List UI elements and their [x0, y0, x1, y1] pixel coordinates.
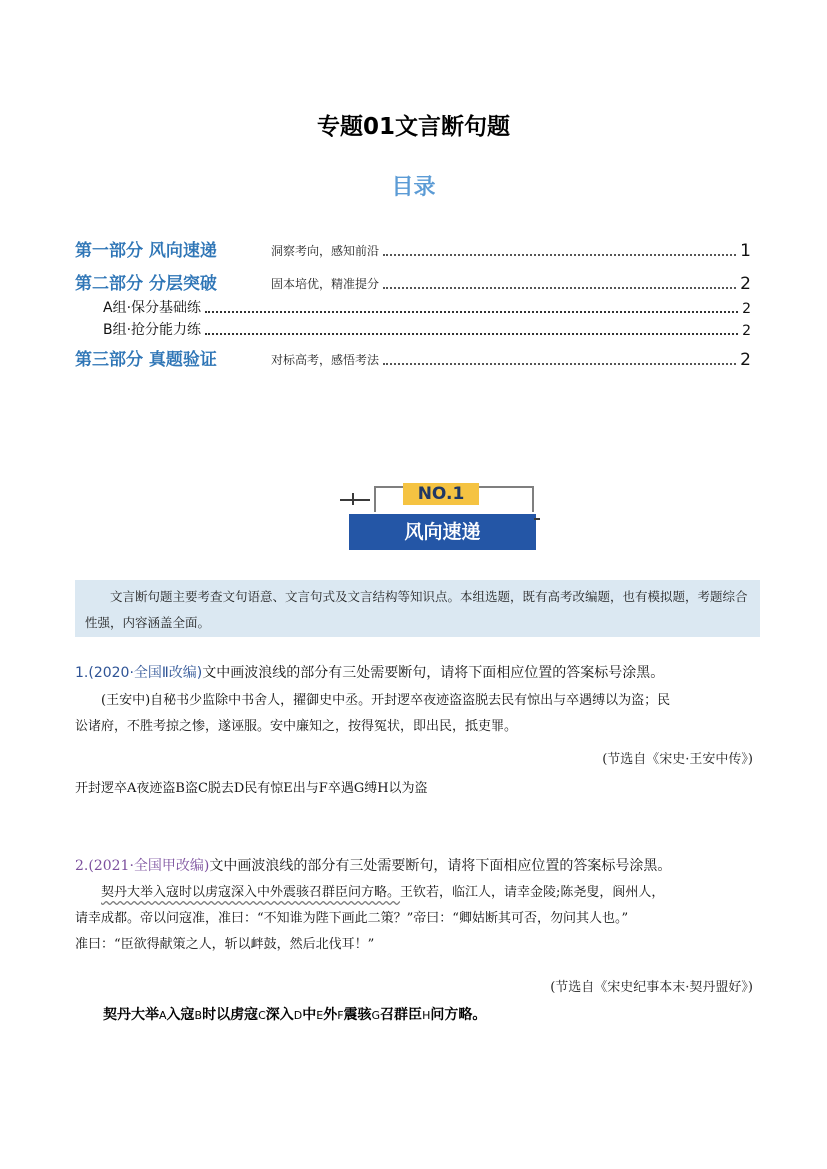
toc-part-desc: 固本培优，精准提分 [271, 277, 380, 291]
toc-page-number: 2 [740, 350, 751, 370]
passage-line: 讼诸府，不胜考掠之惨，遂诬服。安中廉知之，按得冤状，即出民，抵吏罪。 [75, 719, 518, 734]
answer-text: 震骇 [343, 1007, 372, 1023]
section-badge [340, 480, 540, 552]
toc-leader-dots [205, 332, 738, 335]
toc-entry-part-1[interactable] [75, 236, 751, 261]
toc-page-number: 2 [742, 323, 751, 339]
question-source: (2021·全国甲改编) [88, 858, 210, 874]
passage-line: 准曰：“臣欲得献策之人，斩以衅鼓，然后北伐耳！” [75, 937, 375, 952]
answer-mark: C [258, 1009, 266, 1022]
toc-sub-label: B组·抢分能力练 [103, 322, 202, 338]
passage-text: 王钦若，临江人，请幸金陵;陈尧叟，阆州人， [400, 885, 665, 900]
toc-page-number: 2 [740, 274, 751, 294]
answer-text: 入寇 [166, 1007, 195, 1023]
question-prompt: 文中画波浪线的部分有三处需要断句，请将下面相应位置的答案标号涂黑。 [209, 858, 672, 874]
toc-part-desc: 洞察考向，感知前沿 [271, 244, 380, 258]
question-prompt: 文中画波浪线的部分有三处需要断句，请将下面相应位置的答案标号涂黑。 [202, 665, 665, 681]
answer-text: 问方略。 [430, 1007, 487, 1023]
toc-entry-sub-a[interactable] [103, 297, 751, 317]
toc-part-label: 第三部分 真题验证 [75, 350, 217, 370]
answer-text: 召群臣 [380, 1007, 423, 1023]
toc-page-number: 2 [742, 301, 751, 317]
toc-leader-dots [383, 253, 736, 256]
answer-text: 中 [302, 1007, 317, 1023]
toc-entry-part-3[interactable] [75, 345, 751, 370]
question-number: 2. [75, 858, 89, 874]
answer-mark: H [422, 1009, 431, 1022]
toc-part-label: 第一部分 风向速递 [75, 241, 217, 261]
passage-line [75, 880, 753, 906]
wavy-underlined-text: 契丹大举入寇时以虏寇深入中外震骇召群臣问方略。 [101, 885, 401, 900]
document-title: 专题01文言断句题 [316, 114, 510, 140]
passage-line: 请幸成都。帝以问寇准，准曰：“不知谁为陛下画此二策？”帝曰：“卿姑断其可否，勿问其人也。” [75, 911, 629, 926]
intro-box: 文言断句题主要考查文句语意、文言句式及文言结构等知识点。本组选题，既有高考改编题，也有模拟题，考题综合性强，内容涵盖全面。 [75, 580, 760, 637]
question-source: (2020·全国Ⅱ改编) [88, 665, 203, 681]
passage-line: (王安中)自秘书少监除中书舍人，擢御史中丞。开封逻卒夜迹盗盗脱去民有惊出与卒遇缚以为盗；民 [101, 693, 671, 708]
toc-entry-part-2[interactable] [75, 269, 751, 294]
answer-mark: A [159, 1009, 167, 1022]
answer-mark: F [337, 1009, 344, 1022]
toc-sub-label: A组·保分基础练 [103, 300, 202, 316]
toc-part-label: 第二部分 分层突破 [75, 274, 217, 294]
toc-heading: 目录 [391, 175, 436, 200]
question-2-answer-options [103, 1004, 486, 1024]
answer-text: 时以虏寇 [202, 1007, 259, 1023]
toc-leader-dots [383, 286, 736, 289]
toc-page-number: 1 [740, 241, 751, 261]
question-number: 1. [75, 665, 89, 681]
question-1-header [75, 662, 664, 682]
question-1-answer-options: 开封逻卒A夜迹盗B盗C脱去D民有惊E出与F卒遇G缚H以为盗 [75, 781, 428, 796]
badge-left-line [340, 499, 370, 501]
toc-part-desc: 对标高考，感悟考法 [271, 353, 380, 367]
badge-number: NO.1 [403, 483, 479, 505]
badge-tick-mark [352, 493, 354, 505]
question-2-header [75, 855, 671, 875]
question-2-passage [75, 880, 753, 958]
badge-right-line [534, 518, 540, 520]
question-1-citation: (节选自《宋史·王安中传》) [602, 752, 753, 767]
toc-leader-dots [383, 362, 736, 365]
answer-text: 契丹大举 [103, 1007, 159, 1023]
answer-text: 外 [323, 1007, 338, 1023]
answer-mark: G [371, 1009, 381, 1022]
answer-text: 深入 [265, 1007, 294, 1023]
toc-entry-sub-b[interactable] [103, 319, 751, 339]
answer-mark: B [194, 1009, 203, 1022]
toc-leader-dots [205, 310, 738, 313]
question-1-passage [75, 688, 753, 740]
answer-mark: D [293, 1009, 303, 1022]
answer-mark: E [316, 1009, 324, 1022]
question-2-citation: (节选自《宋史纪事本末·契丹盟好》) [550, 980, 753, 995]
badge-title: 风向速递 [349, 514, 536, 550]
